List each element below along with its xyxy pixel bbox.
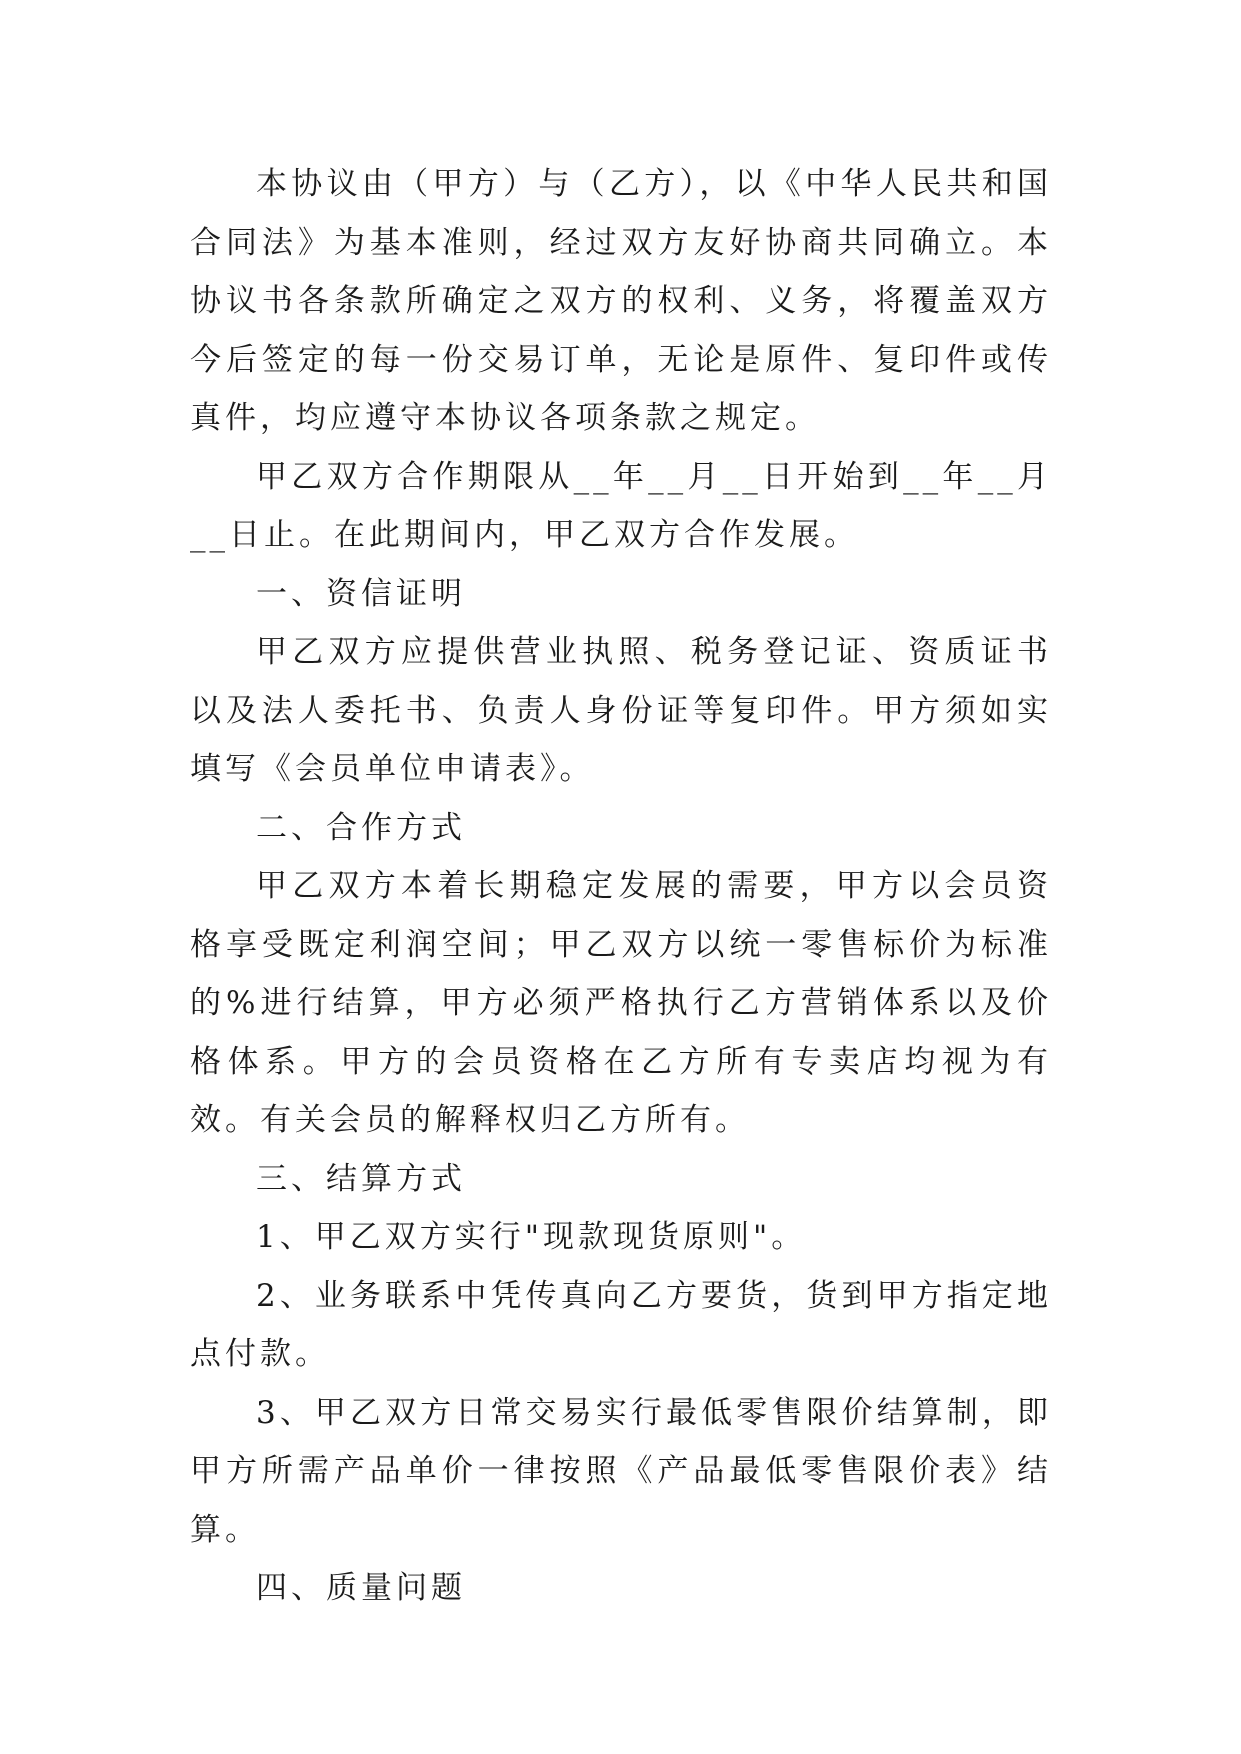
section-heading-cooperation-mode: 二、合作方式 [256, 809, 466, 846]
paragraph-credit-proof: 甲乙双方应提供营业执照、税务登记证、资质证书以及法人委托书、负责人身份证等复印件。甲方须如实填写《会员单位申请表》。 [190, 634, 1052, 787]
section-heading-credit-proof: 一、资信证明 [256, 575, 466, 612]
paragraph-settlement-1: 1、甲乙双方实行"现款现货原则"。 [256, 1219, 807, 1255]
paragraph-cooperation-mode: 甲乙双方本着长期稳定发展的需要，甲方以会员资格享受既定利润空间；甲乙双方以统一零售标价为标准的%进行结算，甲方必须严格执行乙方营销体系以及价格体系。甲方的会员资格在乙方所有专卖店均视为有效。有关会员的解释权归乙方所有。 [190, 868, 1052, 1138]
document-body [190, 155, 1052, 1618]
paragraph-settlement-3: 3、甲乙双方日常交易实行最低零售限价结算制，即甲方所需产品单价一律按照《产品最低零售限价表》结算。 [190, 1394, 1052, 1548]
section-heading-quality: 四、质量问题 [256, 1570, 466, 1606]
section-heading-settlement: 三、结算方式 [256, 1160, 466, 1197]
paragraph-cooperation-term: 甲乙双方合作期限从__年__月__日开始到__年__月__日止。在此期间内，甲乙双方合作发展。 [190, 458, 1052, 553]
paragraph-settlement-2: 2、业务联系中凭传真向乙方要货，货到甲方指定地点付款。 [190, 1277, 1052, 1372]
paragraph-agreement-intro: 本协议由（甲方）与（乙方），以《中华人民共和国合同法》为基本准则，经过双方友好协商共同确立。本协议书各条款所确定之双方的权利、义务，将覆盖双方今后签定的每一份交易订单，无论是原件、复印件或传真件，均应遵守本协议各项条款之规定。 [190, 166, 1052, 436]
